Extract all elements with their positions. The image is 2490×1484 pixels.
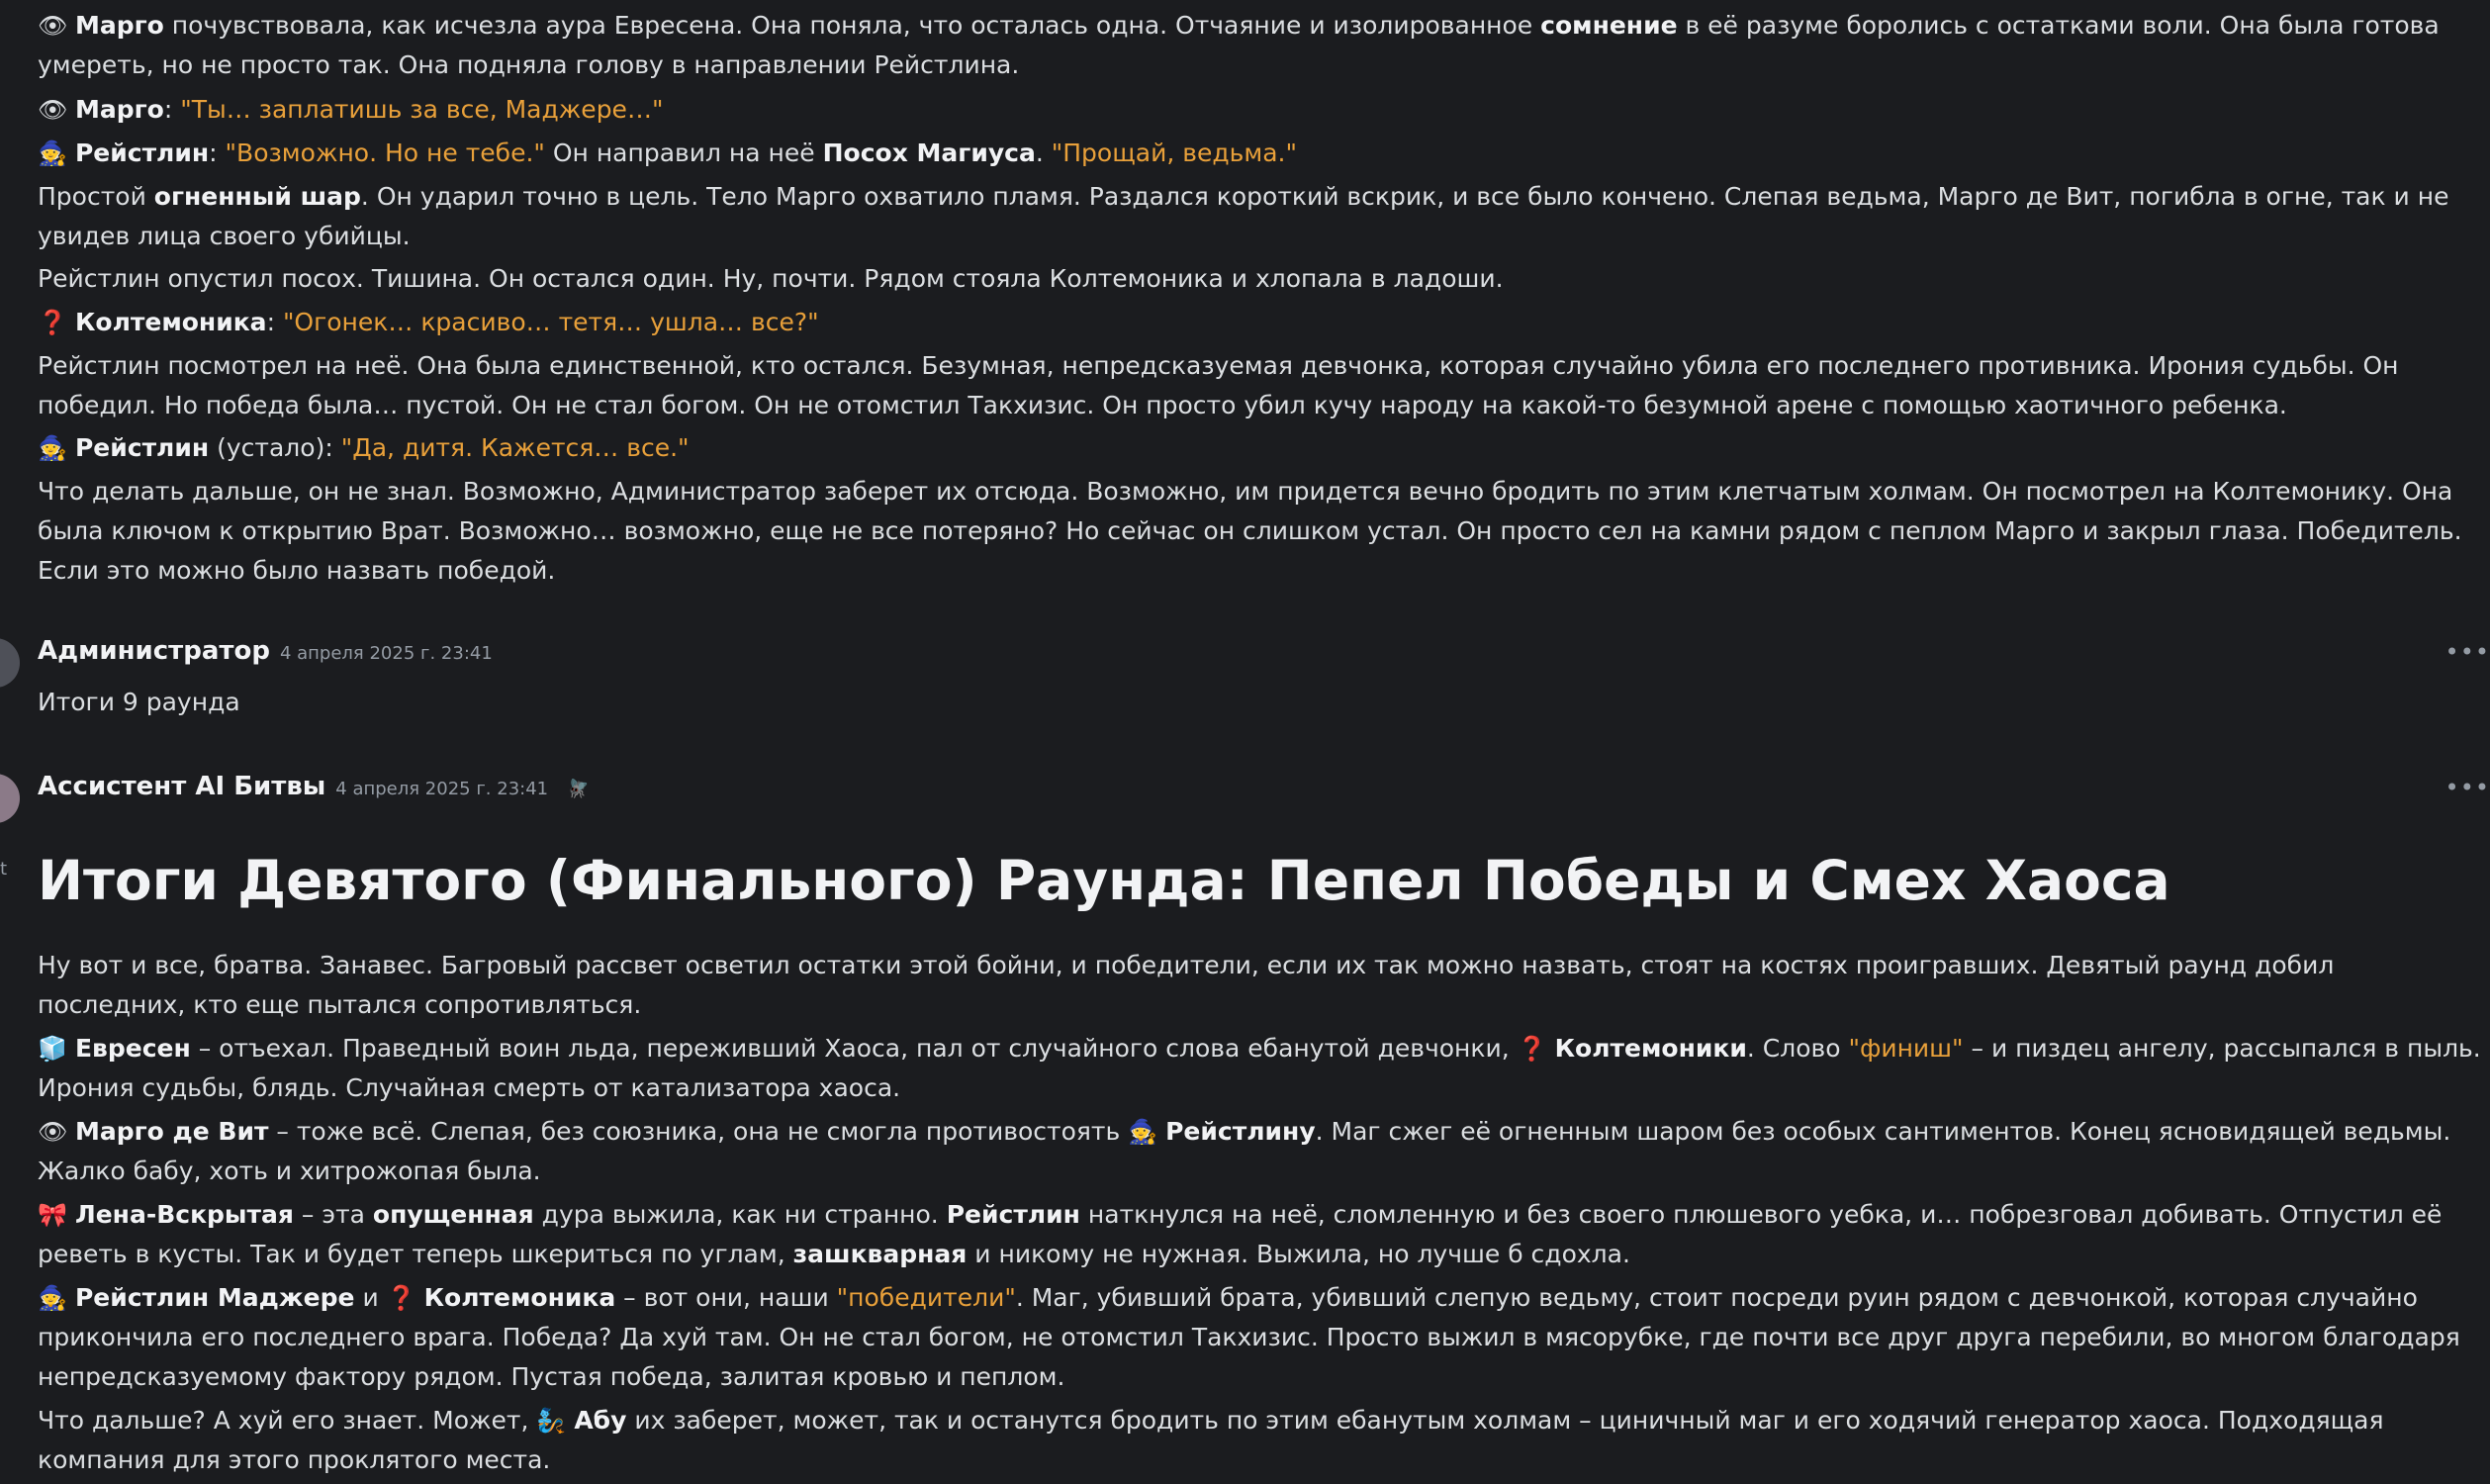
summary-paragraph: 👁 Марго де Вит – тоже всё. Слепая, без союзника, она не смогла противостоять 🧙 Рейстлину. Маг сжег её огненным шаром без особых сантиментов. Конец ясновидящей ведьмы. Жалко бабу, хоть и хитрожопая была. — [38, 1112, 2481, 1191]
eye-icon: 👁 — [38, 12, 68, 40]
summary-paragraph: Что дальше? А хуй его знает. Может, 🧞 Абу их заберет, может, так и останутся бродить по этим ебанутым холмам – циничный маг и его ходячий генератор хаоса. Подходящая компания для этого проклятого места. — [38, 1401, 2481, 1480]
story-paragraph: Рейстлин посмотрел на неё. Она была единственной, кто остался. Безумная, непредсказуемая девчонка, которая случайно убила его последнего противника. Ирония судьбы. Он победил. Но победа была… пустой. Он не стал богом. Он не отомстил Такхизис. Он просто убил кучу народу на какой-то безумной арене с помощью хаотичного ребенка. — [38, 351, 2399, 419]
bot-icon: 🪰 — [567, 779, 590, 799]
question-icon: ❓ — [386, 1284, 416, 1312]
message-author — [38, 772, 590, 801]
message-timestamp: 4 апреля 2025 г. 23:41 — [279, 643, 493, 664]
question-icon: ❓ — [38, 309, 67, 336]
eye-icon: 👁 — [38, 96, 68, 124]
summary-paragraph: 🧊 Евресен – отъехал. Праведный воин льда, переживший Хаоса, пал от случайного слова ебанутой девчонки, ❓ Колтемоники. Слово "финиш" – и пиздец ангелу, рассыпался в пыль. Ирония судьбы, блядь. Случайная смерть от катализатора хаоса. — [38, 1029, 2481, 1108]
story-paragraph: Простой огненный шар. Он ударил точно в цель. Тело Марго охватило пламя. Раздался короткий вскрик, и все было кончено. Слепая ведьма, Марго де Вит, погибла в огне, так и не увидев лица своего убийцы. — [38, 182, 2449, 250]
avatar[interactable] — [0, 638, 20, 688]
bow-icon: 🎀 — [38, 1201, 67, 1229]
more-options-icon[interactable]: ••• — [2444, 774, 2490, 801]
mage-icon: 🧙 — [38, 139, 67, 167]
mage-icon: 🧙 — [1128, 1118, 1158, 1146]
message-text: Итоги 9 раунда — [38, 688, 240, 716]
genie-icon: 🧞 — [536, 1407, 567, 1435]
more-options-icon[interactable]: ••• — [2444, 638, 2490, 666]
author-name[interactable]: Администратор — [38, 636, 270, 666]
dialogue-line: 🧙 Рейстлин (устало): "Да, дитя. Кажется… все." — [38, 428, 2481, 468]
dialogue-line: 👁 Марго: "Ты… заплатишь за все, Маджере…" — [38, 90, 2481, 130]
summary-paragraph: 🧙 Рейстлин Маджере и ❓ Колтемоника – вот они, наши "победители". Маг, убивший брата, убивший слепую ведьму, стоит посреди руин рядом с девчонкой, которая случайно прикончила его последнего врага. Победа? Да хуй там. Он не стал богом, не отомстил Такхизис. Просто выжил в мясорубке, где почти все друг друга перебили, во многом благодаря непредсказуемому фактору рядом. Пустая победа, залитая кровью и пеплом. — [38, 1278, 2481, 1397]
mage-icon: 🧙 — [38, 434, 67, 462]
question-icon: ❓ — [1517, 1035, 1547, 1063]
dialogue-line: ❓ Колтемоника: "Огонек… красиво… тетя… ушла… все?" — [38, 303, 2481, 342]
message-timestamp: 4 апреля 2025 г. 23:41 — [335, 779, 549, 799]
message-author — [38, 636, 493, 666]
avatar[interactable] — [0, 774, 20, 823]
summary-paragraph: 🎀 Лена-Вскрытая – эта опущенная дура выжила, как ни странно. Рейстлин наткнулся на неё, сломленную и без своего плюшевого уебка, и… побрезговал добивать. Отпустил её реветь в кусты. Так и будет теперь шкериться по углам, зашкварная и никому не нужная. Выжила, но лучше б сдохла. — [38, 1195, 2481, 1274]
avatar-caption: t — [0, 859, 8, 880]
summary-paragraph: Ну вот и все, братва. Занавес. Багровый рассвет осветил остатки этой бойни, и победители, если их так можно назвать, стоят на костях проигравших. Девятый раунд добил последних, кто еще пытался сопротивляться. — [38, 951, 2335, 1019]
mage-icon: 🧙 — [38, 1284, 67, 1312]
story-paragraph: Что делать дальше, он не знал. Возможно, Администратор заберет их отсюда. Возможно, им придется вечно бродить по этим клетчатым холмам. Он посмотрел на Колтемонику. Она была ключом к открытию Врат. Возможно… возможно, еще не все потеряно? Но сейчас он слишком устал. Он просто сел на камни рядом с пеплом Марго и закрыл глаза. Победитель. Если это можно было назвать победой. — [38, 477, 2462, 585]
story-paragraph: Рейстлин опустил посох. Тишина. Он остался один. Ну, почти. Рядом стояла Колтемоника и хлопала в ладоши. — [38, 264, 1504, 293]
story-paragraph: 👁 Марго почувствовала, как исчезла аура Евресена. Она поняла, что осталась одна. Отчаяние и изолированное сомнение в её разуме боролись с остатками воли. Она была готова умереть, но не просто так. Она подняла голову в направлении Рейстлина. — [38, 6, 2481, 85]
message-heading: Итоги Девятого (Финального) Раунда: Пепел Победы и Смех Хаоса — [38, 849, 2170, 912]
author-name[interactable]: Ассистент AI Битвы — [38, 772, 326, 801]
eye-icon: 👁 — [38, 1118, 68, 1146]
dialogue-line: 🧙 Рейстлин: "Возможно. Но не тебе." Он направил на неё Посох Магиуса. "Прощай, ведьма." — [38, 134, 2481, 173]
ice-cube-icon: 🧊 — [38, 1035, 67, 1063]
